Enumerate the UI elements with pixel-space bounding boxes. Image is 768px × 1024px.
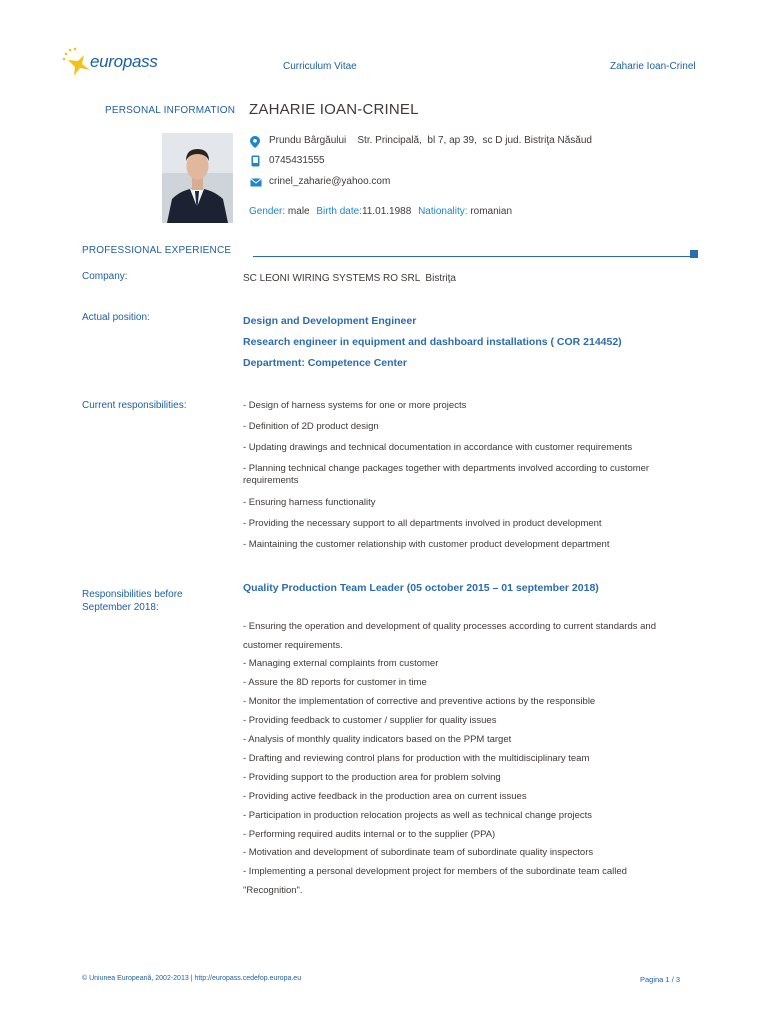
document-title: Curriculum Vitae bbox=[283, 61, 357, 72]
list-item: - Updating drawings and technical documentation in accordance with customer requirements bbox=[243, 442, 633, 453]
list-item: - Providing the necessary support to all departments involved in product development bbox=[243, 518, 602, 529]
list-item: - Ensuring the operation and development of quality processes according to current standards and bbox=[243, 621, 656, 632]
email[interactable]: crinel_zaharie@yahoo.com bbox=[269, 176, 391, 187]
list-item: - Providing active feedback in the production area on current issues bbox=[243, 791, 527, 802]
position-line: Research engineer in equipment and dashboard installations ( COR 214452) bbox=[243, 336, 622, 348]
before-label-line: Responsibilities before bbox=[82, 589, 183, 600]
list-item: - Drafting and reviewing control plans for production with the multidisciplinary team bbox=[243, 753, 590, 764]
list-item: - Design of harness systems for one or more projects bbox=[243, 400, 467, 411]
list-item: - Providing support to the production area for problem solving bbox=[243, 772, 501, 783]
header-name: Zaharie Ioan-Crinel bbox=[610, 61, 696, 72]
list-item: - Maintaining the customer relationship with customer product development department bbox=[243, 539, 610, 550]
gender-label: Gender: bbox=[249, 206, 286, 217]
list-item: - Definition of 2D product design bbox=[243, 421, 379, 432]
list-item: - Monitor the implementation of corrective and preventive actions by the responsible bbox=[243, 696, 596, 707]
address: Prundu Bârgăului Str. Principală, bl 7, ap 39, sc D jud. Bistriţa Năsăud bbox=[269, 135, 592, 146]
section-divider bbox=[253, 256, 690, 257]
list-item: - Implementing a personal development project for members of the subordinate team called bbox=[243, 866, 627, 877]
list-item: - Providing feedback to customer / supplier for quality issues bbox=[243, 715, 497, 726]
list-item: - Assure the 8D reports for customer in time bbox=[243, 677, 427, 688]
previous-role-title: Quality Production Team Leader (05 october 2015 – 01 september 2018) bbox=[243, 582, 599, 594]
list-item: "Recognition". bbox=[243, 885, 303, 896]
page-number: Pagina 1 / 3 bbox=[640, 975, 681, 984]
before-responsibilities-label bbox=[82, 588, 183, 614]
nationality-label: Nationality: bbox=[418, 206, 468, 217]
birth-value: 11.01.1988 bbox=[361, 206, 412, 217]
footer-copyright: © Uniunea Europeană, 2002-2013 | http://europass.cedefop.europa.eu bbox=[82, 975, 302, 982]
list-item: - Managing external complaints from customer bbox=[243, 658, 439, 669]
phone: 0745431555 bbox=[269, 155, 325, 166]
list-item: - Planning technical change packages together with departments involved according to customer bbox=[243, 463, 650, 474]
list-item: customer requirements. bbox=[243, 640, 343, 651]
full-name: ZAHARIE IOAN-CRINEL bbox=[249, 101, 419, 118]
before-label-line: September 2018: bbox=[82, 602, 159, 613]
list-item: - Analysis of monthly quality indicators based on the PPM target bbox=[243, 734, 512, 745]
position-line: Design and Development Engineer bbox=[243, 315, 417, 327]
email-icon bbox=[250, 178, 262, 187]
current-responsibilities-label: Current responsibilities: bbox=[82, 400, 187, 411]
list-item: - Ensuring harness functionality bbox=[243, 497, 376, 508]
europass-logo bbox=[60, 46, 170, 80]
position-line: Department: Competence Center bbox=[243, 357, 407, 369]
personal-details-line bbox=[249, 206, 512, 217]
profile-photo bbox=[162, 133, 233, 223]
logo-text-pass: pass bbox=[122, 52, 158, 71]
list-item: - Participation in production relocation projects as well as technical change projects bbox=[243, 810, 593, 821]
location-pin-icon bbox=[250, 136, 260, 148]
list-item: - Motivation and development of subordinate team of subordinate quality inspectors bbox=[243, 847, 594, 858]
list-item: requirements bbox=[243, 475, 299, 486]
professional-experience-heading: PROFESSIONAL EXPERIENCE bbox=[82, 245, 232, 256]
birth-label: Birth date: bbox=[316, 206, 362, 217]
logo-text-euro: euro bbox=[90, 52, 123, 71]
nationality-value: romanian bbox=[470, 206, 513, 217]
gender-value: male bbox=[287, 206, 310, 217]
list-item: - Performing required audits internal or to the supplier (PPA) bbox=[243, 829, 496, 840]
company-value: SC LEONI WIRING SYSTEMS RO SRL Bistriţa bbox=[243, 273, 456, 284]
company-label: Company: bbox=[82, 271, 128, 282]
personal-info-heading: PERSONAL INFORMATION bbox=[105, 105, 236, 116]
section-divider-end-mark bbox=[690, 250, 698, 258]
position-label: Actual position: bbox=[82, 312, 150, 323]
phone-icon bbox=[251, 155, 260, 167]
